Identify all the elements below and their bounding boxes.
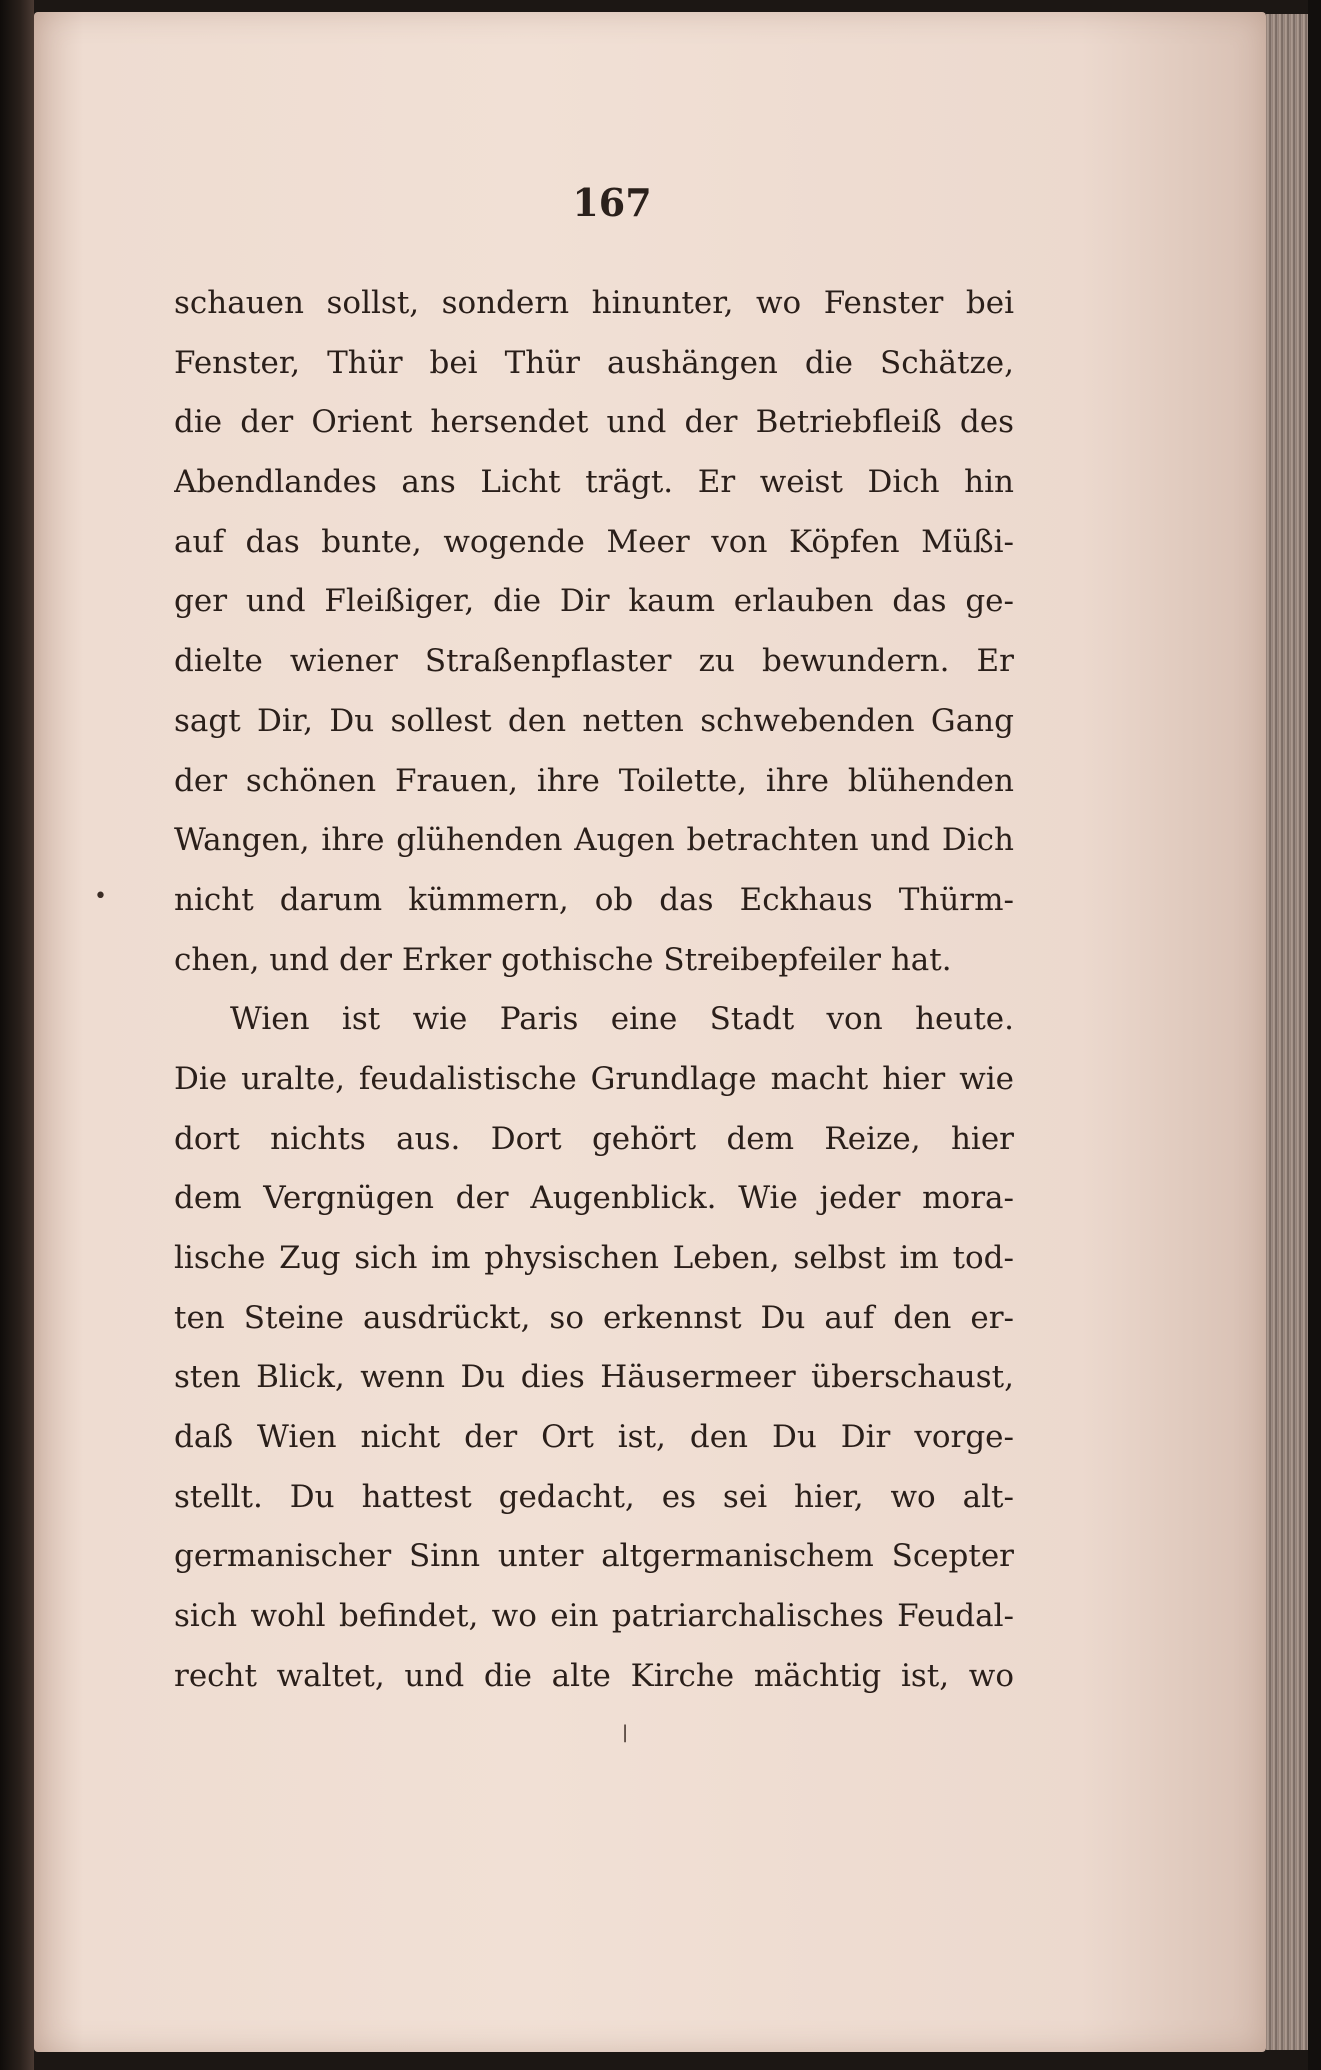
- text-line: sten Blick, wenn Du dies Häusermeer überschaust,: [174, 1359, 1014, 1396]
- paragraph-end-line: chen, und der Erker gothische Streibepfeiler hat.: [174, 941, 952, 978]
- text-line: die der Orient hersendet und der Betriebfleiß des: [174, 404, 1014, 441]
- text-line: nicht darum kümmern, ob das Eckhaus Thürm-: [174, 881, 1014, 918]
- ink-tick: |: [622, 1722, 629, 1743]
- text-line: Die uralte, feudalistische Grundlage macht hier wie: [174, 1060, 1014, 1097]
- text-line: auf das bunte, wogende Meer von Köpfen Müßi-: [174, 523, 1014, 560]
- scan-border: [1308, 0, 1321, 2070]
- text-line: germanischer Sinn unter altgermanischem Scepter: [174, 1538, 1014, 1575]
- text-line: der schönen Frauen, ihre Toilette, ihre blühenden: [174, 762, 1014, 799]
- text-line: lische Zug sich im physischen Leben, selbst im tod-: [174, 1240, 1014, 1276]
- ink-speck: •: [94, 884, 107, 909]
- paragraph-start-line: Wien ist wie Paris eine Stadt von heute.: [230, 1001, 1014, 1038]
- book-page: [34, 12, 1266, 2052]
- text-line: ten Steine ausdrückt, so erkennst Du auf den er-: [174, 1299, 1014, 1336]
- text-line: dort nichts aus. Dort gehört dem Reize, hier: [174, 1120, 1014, 1157]
- page-number: 167: [572, 180, 652, 225]
- text-line: Wangen, ihre glühenden Augen betrachten und Dich: [174, 822, 1014, 859]
- text-line: schauen sollst, sondern hinunter, wo Fenster bei: [174, 285, 1014, 321]
- text-line: dem Vergnügen der Augenblick. Wie jeder mora-: [174, 1180, 1014, 1217]
- text-line: Fenster, Thür bei Thür aushängen die Schätze,: [174, 344, 1014, 381]
- text-line: stellt. Du hattest gedacht, es sei hier, wo alt-: [174, 1478, 1014, 1515]
- text-line: Abendlandes ans Licht trägt. Er weist Dich hin: [174, 464, 1014, 501]
- facing-page-edge: [0, 0, 34, 2070]
- text-line: ger und Fleißiger, die Dir kaum erlauben das ge-: [174, 583, 1014, 620]
- body-text: [174, 274, 1014, 1707]
- text-line: sich wohl befindet, wo ein patriarchalisches Feudal-: [174, 1598, 1014, 1635]
- text-line: dielte wiener Straßenpflaster zu bewundern. Er: [174, 643, 1014, 680]
- text-line: sagt Dir, Du sollest den netten schwebenden Gang: [174, 702, 1014, 739]
- page-stack-edge: [1266, 14, 1308, 2050]
- text-line: daß Wien nicht der Ort ist, den Du Dir vorge-: [174, 1419, 1014, 1456]
- text-line: recht waltet, und die alte Kirche mächtig ist, wo: [174, 1657, 1014, 1694]
